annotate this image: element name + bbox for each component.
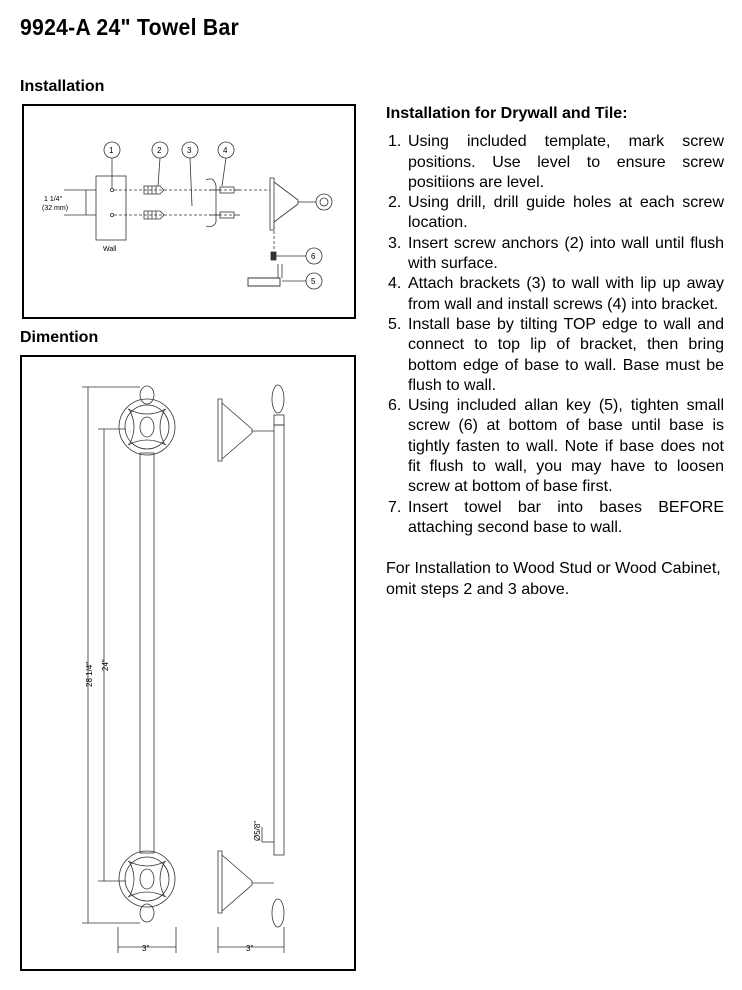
installation-instructions	[386, 104, 724, 600]
step-text: Install base by tilting TOP edge to wall and connect to top lip of bracket, then bring bottom edge of base to wall. Base must be flush to wall.	[408, 315, 724, 394]
side-bar	[274, 425, 284, 855]
wood-stud-note: For Installation to Wood Stud or Wood Cabinet, omit steps 2 and 3 above.	[386, 560, 721, 598]
step-text: Attach brackets (3) to wall with lip up away from wall and install screws (4) into bracket.	[408, 275, 724, 313]
instructions-heading: Installation for Drywall and Tile:	[386, 105, 628, 122]
step-item	[386, 396, 724, 497]
step-number: 4.	[388, 275, 402, 293]
step-number: 7.	[388, 498, 402, 516]
step-text: Insert screw anchors (2) into wall until flush with surface.	[408, 234, 724, 273]
step-number: 5.	[388, 315, 402, 333]
bar-length-label: 24"	[101, 659, 110, 671]
step-item	[386, 274, 724, 315]
step-item	[386, 132, 724, 193]
spacing-label: 1 1/4"	[44, 196, 63, 203]
step-text: Using drill, drill guide holes at each screw location.	[408, 194, 724, 232]
dimension-diagram	[20, 355, 356, 971]
steps-list	[386, 132, 724, 538]
top-rosette	[119, 399, 175, 455]
callout-label-1: 1	[109, 146, 114, 155]
step-text: Insert towel bar into bases BEFORE attaching second base to wall.	[408, 498, 724, 536]
callout-label-4: 4	[223, 146, 228, 155]
step-number: 3.	[388, 234, 402, 252]
dimension-drawing	[22, 357, 354, 969]
spacing-label-mm: (32 mm)	[42, 205, 69, 212]
installation-drawing	[24, 106, 354, 317]
overall-height-label: 28 1/4"	[85, 661, 94, 687]
installation-diagram	[22, 104, 356, 319]
step-text: Using included allan key (5), tighten small screw (6) at bottom of base until base is tightly fasten to wall. Note if base does not fit flush to wall, you may have to loosen screw at bottom of base first.	[408, 397, 724, 496]
bar-diameter-label: Ø5/8"	[253, 820, 262, 841]
step-item	[386, 193, 724, 234]
bottom-rosette	[119, 851, 175, 907]
step-item	[386, 315, 724, 396]
callout-label-2: 2	[157, 146, 162, 155]
step-number: 2.	[388, 194, 402, 212]
front-bar	[140, 453, 154, 853]
callout-label-3: 3	[187, 146, 192, 155]
callout-label-5: 5	[311, 277, 316, 286]
side-depth-label: 3"	[246, 944, 254, 953]
front-width-label: 3"	[142, 944, 150, 953]
step-item	[386, 498, 724, 539]
step-number: 1.	[388, 133, 402, 151]
installation-heading: Installation	[20, 78, 105, 95]
wall-panel	[96, 176, 126, 240]
dimention-heading: Dimention	[20, 329, 99, 346]
step-number: 6.	[388, 397, 402, 415]
page-title: 9924-A 24" Towel Bar	[20, 14, 240, 40]
callout-label-6: 6	[311, 252, 316, 261]
step-text: Using included template, mark screw positions. Use level to ensure screw positiions are level.	[408, 133, 724, 191]
step-item	[386, 234, 724, 275]
wall-label: Wall	[103, 246, 117, 253]
